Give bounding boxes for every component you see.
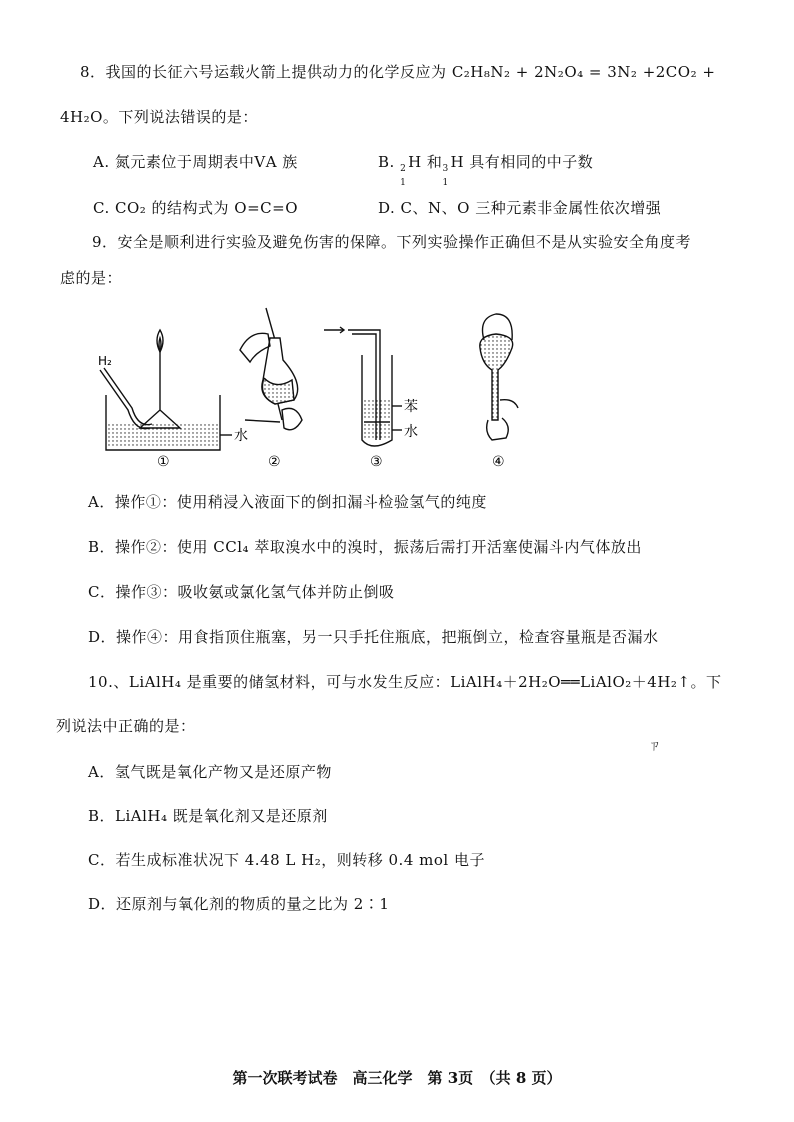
figure-number-3: ③ (370, 454, 383, 470)
figure-4-volumetric-flask (480, 314, 518, 440)
q10-stem-line2: 列说法中正确的是： (56, 717, 196, 735)
q8-option-b-text1: H 和 (408, 153, 443, 171)
figure-1-beaker (100, 330, 232, 450)
isotope-number: 1 (400, 178, 407, 188)
q10-option-d: D．还原剂与氧化剂的物质的量之比为 2∶1 (88, 895, 390, 913)
q10-option-a: A．氢气既是氧化产物又是还原产物 (88, 763, 332, 781)
figure-number-1: ① (157, 454, 170, 470)
figure-2-separatory-funnel (240, 308, 302, 430)
q9-apparatus-figure (80, 300, 550, 475)
handwritten-mark: ㄗ (648, 739, 662, 754)
q9-option-d: D．操作④：用食指顶住瓶塞，另一只手托住瓶底，把瓶倒立，检查容量瓶是否漏水 (88, 628, 659, 646)
figure-number-4: ④ (492, 454, 505, 470)
q9-stem-line1: 9．安全是顺利进行实验及避免伤害的保障。下列实验操作正确但不是从实验安全角度考 (92, 233, 692, 251)
isotope-number: 1 (442, 178, 449, 188)
q8-option-d: D. C、N、O 三种元素非金属性依次增强 (378, 199, 662, 217)
q8-stem-line2: 4H₂O。下列说法错误的是： (60, 108, 258, 126)
q10-option-c: C．若生成标准状况下 4.48 L H₂，则转移 0.4 mol 电子 (88, 851, 485, 869)
figure-number-2: ② (268, 454, 281, 470)
isotope-mass: 2 (400, 164, 407, 174)
q8-option-c: C. CO₂ 的结构式为 O=C=O (93, 199, 299, 217)
q8-option-b (378, 152, 594, 188)
q10-stem-line1: 10.、LiAlH₄ 是重要的储氢材料，可与水发生反应：LiAlH₄＋2H₂O══LiAlO₂＋4H₂↑。下 (88, 673, 722, 691)
label-water-3: 水 (404, 424, 418, 440)
q10-option-b: B．LiAlH₄ 既是氧化剂又是还原剂 (88, 807, 328, 825)
label-benzene: 苯 (404, 399, 418, 415)
q8-option-b-text2: H 具有相同的中子数 (450, 153, 594, 171)
page-footer: 第一次联考试卷 高三化学 第 3页 （共 8 页） (232, 1069, 562, 1087)
q8-option-a: A. 氮元素位于周期表中ⅤA 族 (93, 153, 298, 171)
q8-stem-line1: 8．我国的长征六号运载火箭上提供动力的化学反应为 C₂H₈N₂ + 2N₂O₄ = 3N₂ +2CO₂ + (80, 63, 716, 81)
q9-option-c: C．操作③：吸收氨或氯化氢气体并防止倒吸 (88, 583, 395, 601)
q9-option-a: A．操作①：使用稍浸入液面下的倒扣漏斗检验氢气的纯度 (88, 493, 487, 511)
q8-option-b-prefix: B. (378, 153, 395, 171)
isotope-mass: 3 (442, 164, 449, 174)
q9-option-b: B．操作②：使用 CCl₄ 萃取溴水中的溴时，振荡后需打开活塞使漏斗内气体放出 (88, 538, 642, 556)
label-h2: H₂ (98, 354, 112, 368)
label-water-1: 水 (234, 428, 248, 444)
figure-3-test-tube (324, 327, 402, 446)
q9-stem-line2: 虑的是： (60, 269, 123, 287)
